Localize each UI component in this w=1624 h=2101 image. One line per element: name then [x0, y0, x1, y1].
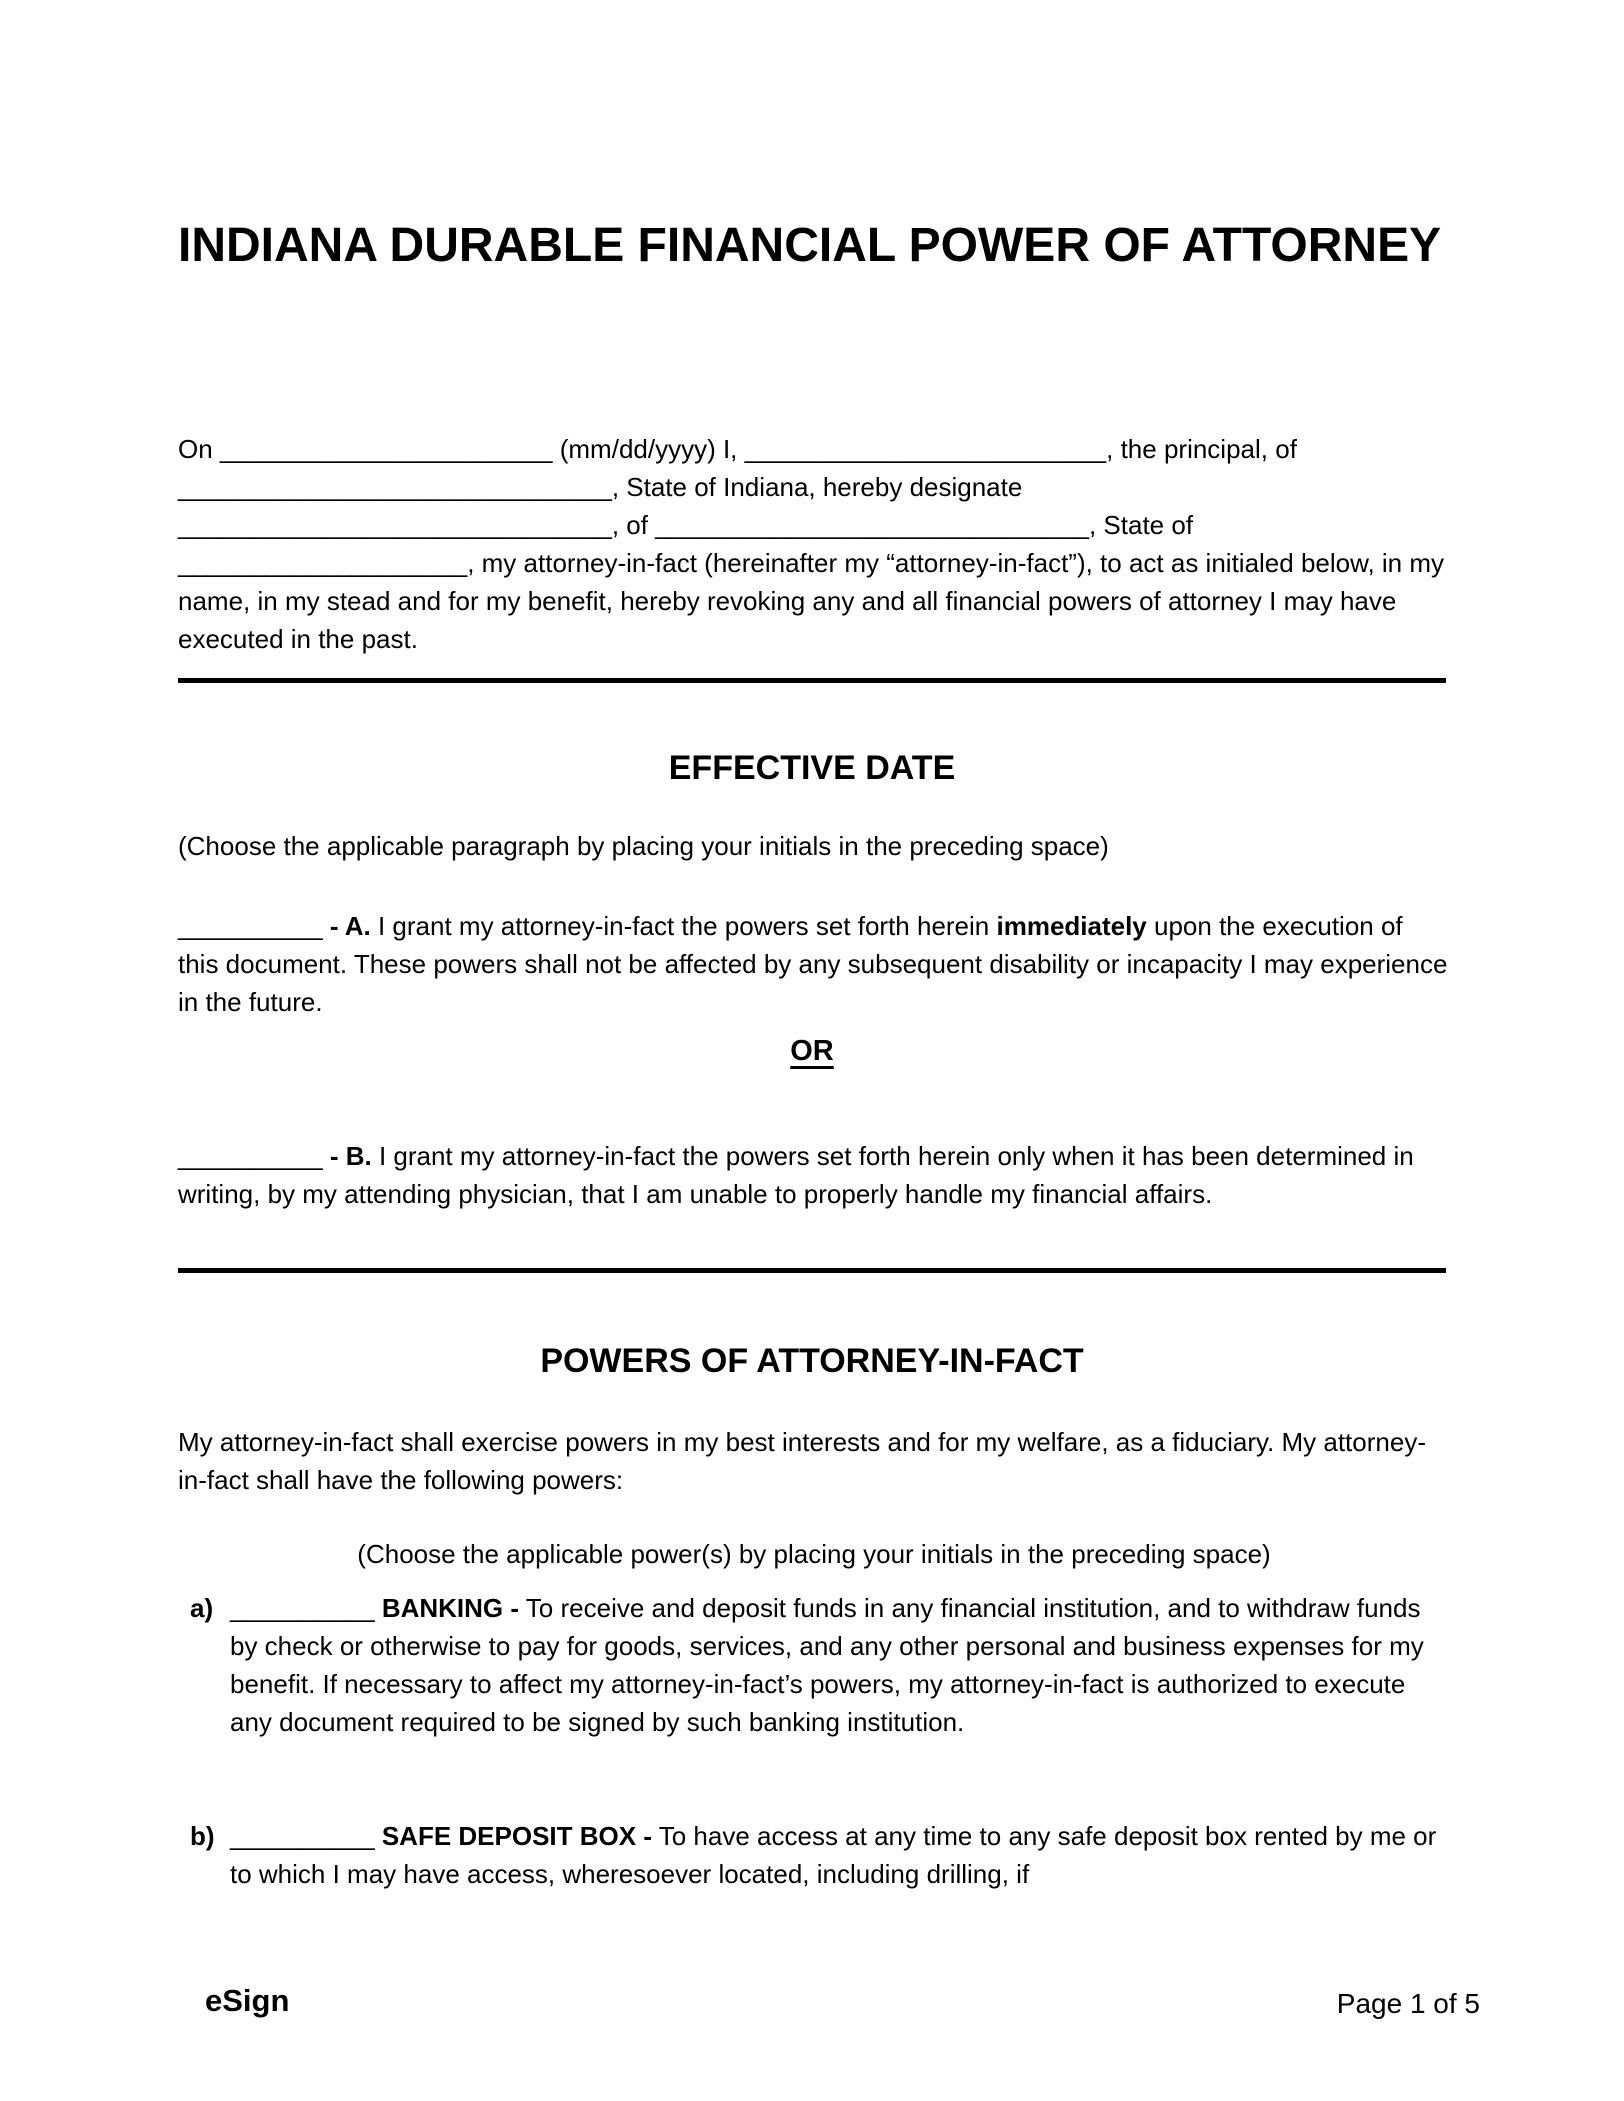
power-item-label: b)	[190, 1821, 215, 1851]
effective-date-option-a	[178, 907, 1450, 1021]
powers-intro-paragraph: My attorney-in-fact shall exercise powers in my best interests and for my welfare, as a fiduciary. My attorney-in-fact shall have the following powers:	[178, 1427, 1426, 1495]
text-run: - A.	[329, 911, 371, 941]
powers-heading: POWERS OF ATTORNEY-IN-FACT	[540, 1342, 1084, 1381]
text-run: immediately	[996, 911, 1147, 941]
text-run: - B.	[329, 1141, 372, 1171]
text-run: _________________________	[744, 434, 1107, 464]
text-run: To receive and deposit funds in any financial institution, and to withdraw funds by check or otherwise to pay for goods, services, and any other personal and business expenses for my benefit. If necessary to affect my attorney-in-fact’s powers, my attorney-in-fact is authorized to execute any document required to be signed by such banking institution.	[230, 1593, 1424, 1737]
powers-instruction: (Choose the applicable power(s) by placing your initials in the preceding space)	[357, 1539, 1271, 1569]
text-run: , the principal, of	[1106, 434, 1297, 464]
text-run: __________	[178, 911, 330, 941]
text-run: ______________________________	[655, 510, 1089, 540]
text-run: __________	[178, 1141, 330, 1171]
power-item-label: a)	[190, 1593, 214, 1623]
text-run: , State of	[1088, 510, 1194, 540]
text-run: To have access at any time to any safe deposit box rented by me or to which I may have access, wheresoever located, including drilling, if	[230, 1821, 1437, 1889]
text-run: ______________________________	[178, 472, 612, 502]
section-divider	[178, 1268, 1446, 1273]
effective-date-heading: EFFECTIVE DATE	[668, 749, 956, 788]
power-item-banking	[178, 1589, 1446, 1741]
page-number-label: Page 1 of 5	[1336, 1988, 1480, 2019]
power-item-text	[230, 1589, 1446, 1741]
intro-paragraph	[178, 430, 1450, 658]
text-run: BANKING -	[381, 1593, 520, 1623]
text-run: __________	[230, 1593, 382, 1623]
or-label: OR	[790, 1035, 834, 1067]
effective-date-option-b	[178, 1137, 1450, 1213]
power-item-text	[230, 1817, 1446, 1893]
text-run: upon the execution of this document. These powers shall not be affected by any subsequent disability or incapacity I may experience in the future.	[178, 911, 1448, 1017]
or-separator	[178, 1032, 1446, 1070]
section-divider	[178, 678, 1446, 683]
text-run: __________	[230, 1821, 382, 1851]
text-run: _______________________	[219, 434, 553, 464]
power-item-safe-deposit-box	[178, 1817, 1446, 1893]
effective-date-instruction: (Choose the applicable paragraph by placing your initials in the preceding space)	[178, 831, 1109, 861]
text-run: , of	[611, 510, 656, 540]
text-run: I grant my attorney-in-fact the powers set forth herein	[370, 911, 997, 941]
document-title: INDIANA DURABLE FINANCIAL POWER OF ATTORNEY	[178, 219, 1442, 273]
esign-brand-logo: eSign	[205, 1983, 290, 2018]
text-run: , State of Indiana, hereby designate	[611, 472, 1023, 502]
text-run: , my attorney-in-fact (hereinafter my “attorney-in-fact”), to act as initialed below, in my name, in my stead and for my benefit, hereby revoking any and all financial powers of attorney I may have executed in the past.	[178, 548, 1445, 654]
text-run: On	[178, 434, 220, 464]
text-run: (mm/dd/yyyy) I,	[552, 434, 745, 464]
text-run: ____________________	[178, 548, 468, 578]
text-run: ______________________________	[178, 510, 612, 540]
text-run: SAFE DEPOSIT BOX -	[381, 1821, 652, 1851]
text-run: I grant my attorney-in-fact the powers set forth herein only when it has been determined in writing, by my attending physician, that I am unable to properly handle my financial affairs.	[178, 1141, 1414, 1209]
